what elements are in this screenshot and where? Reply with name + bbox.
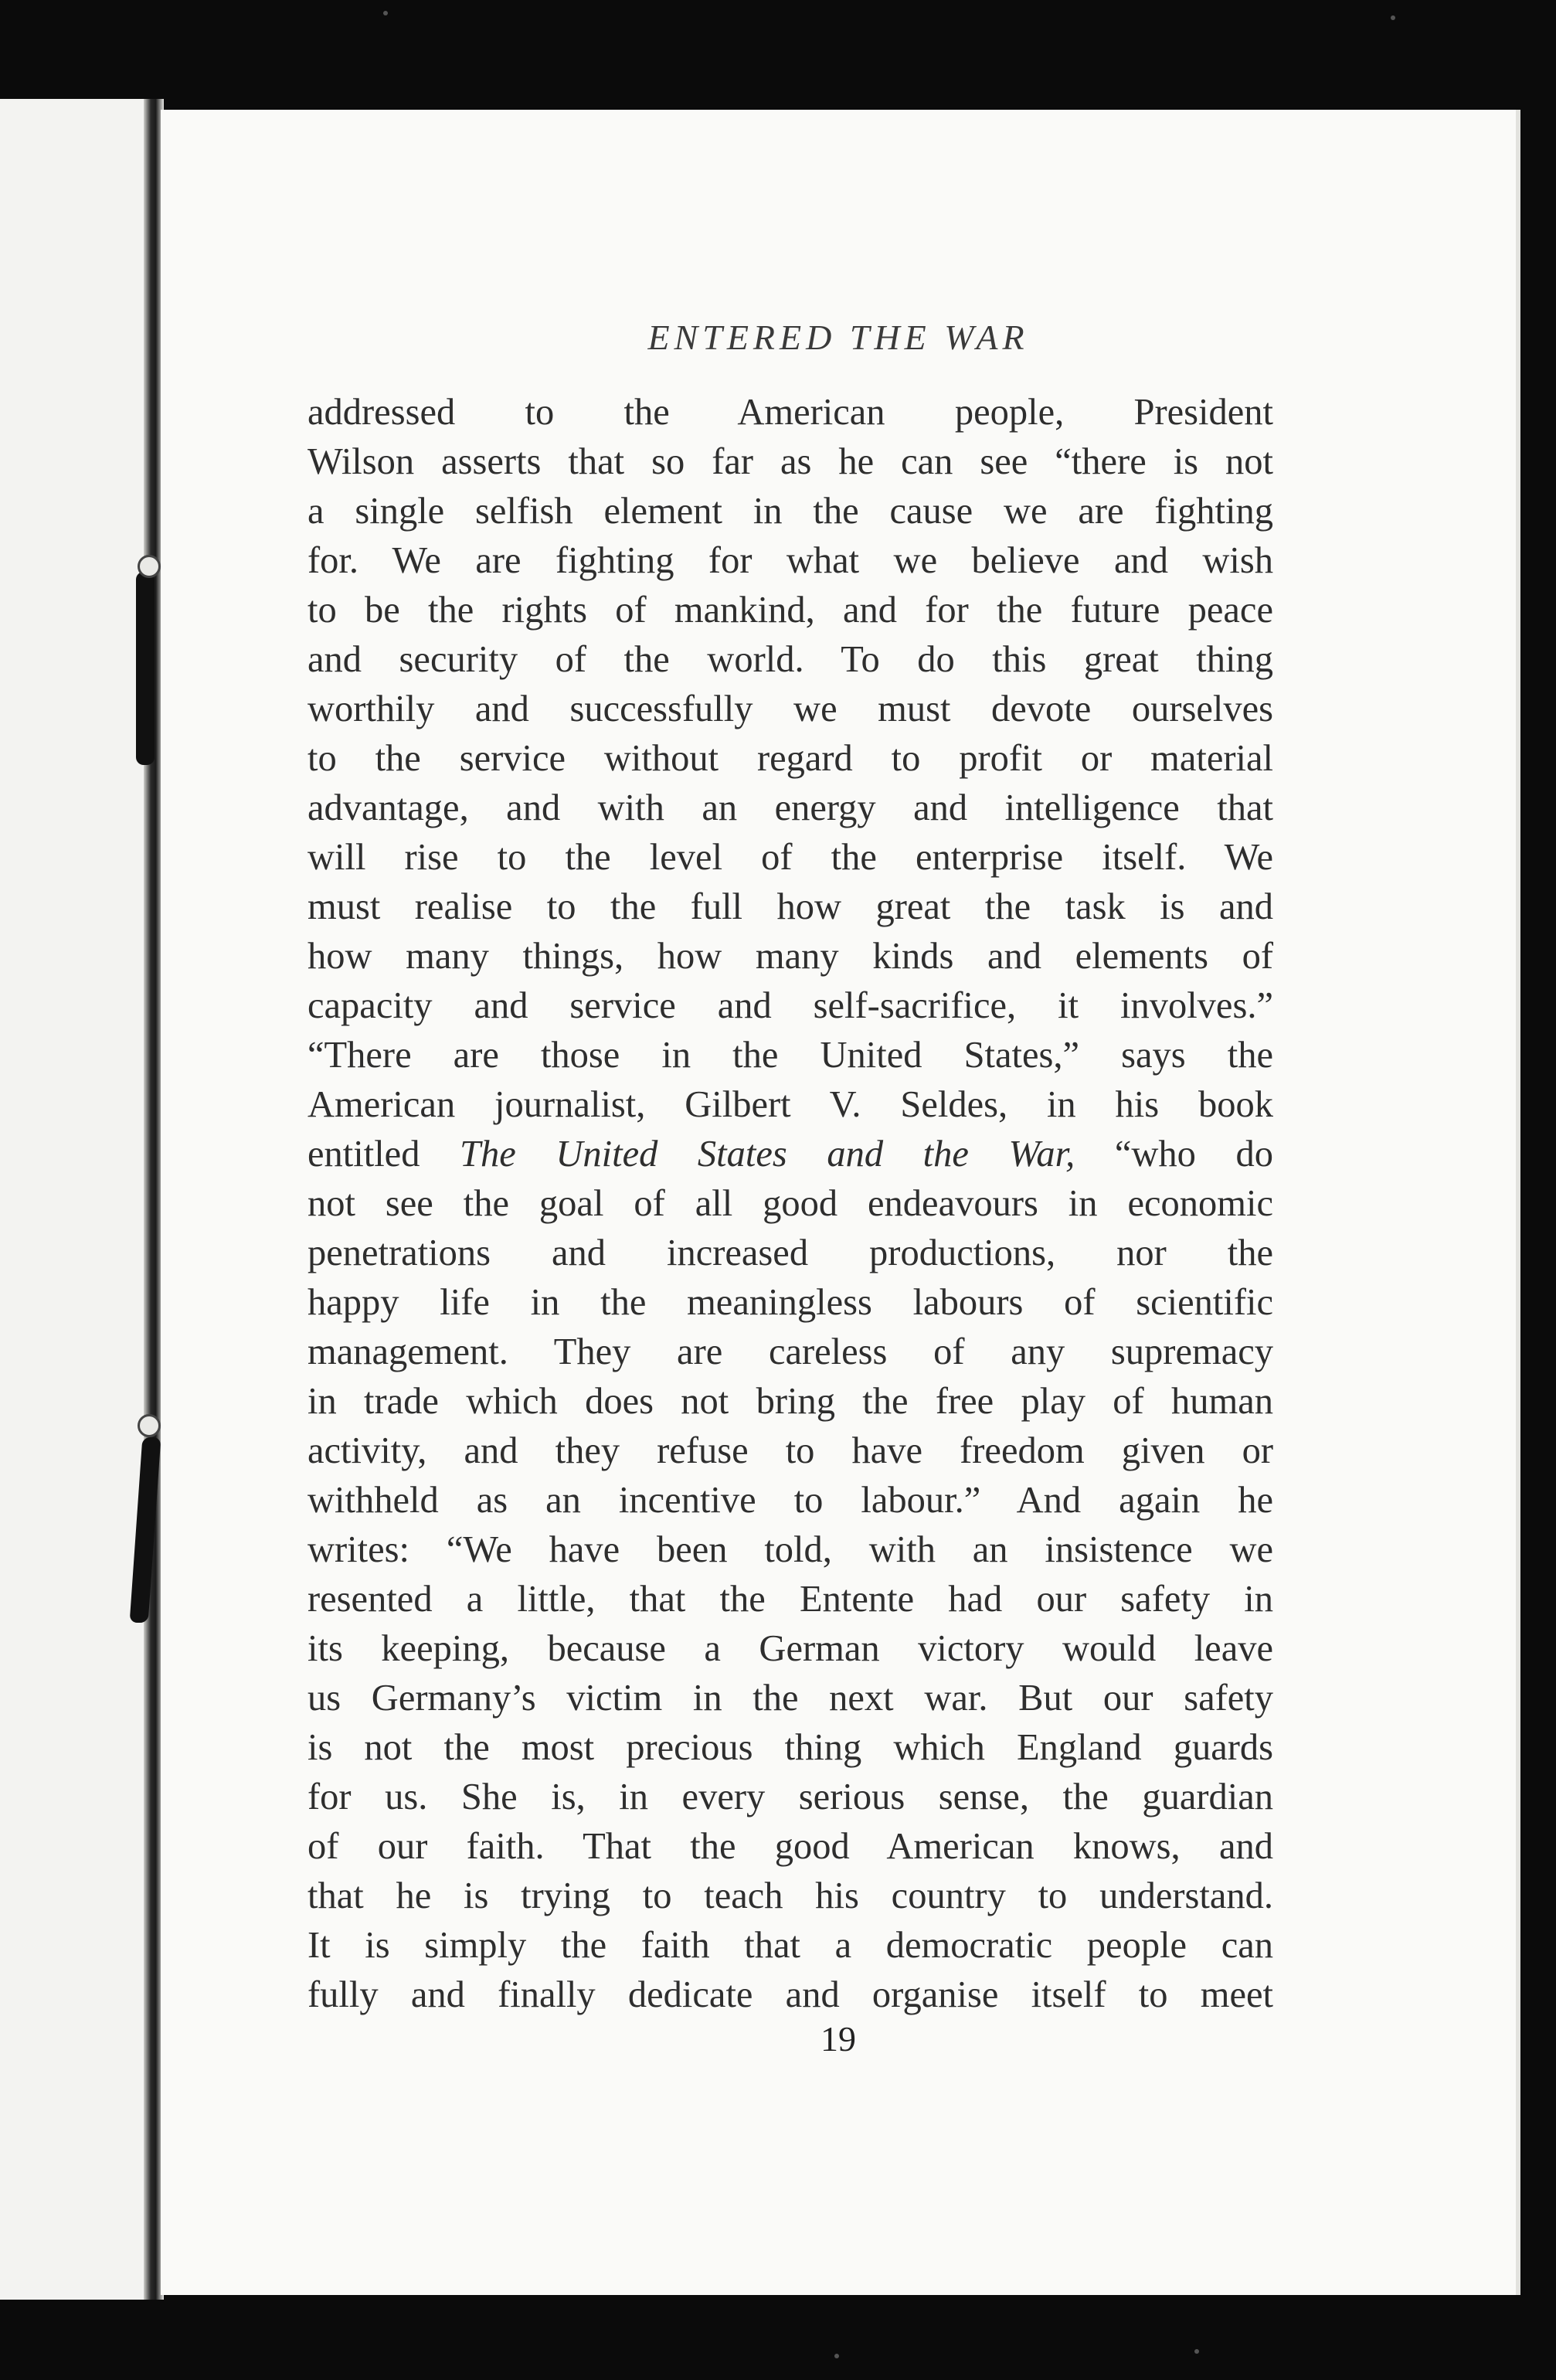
running-head: ENTERED THE WAR xyxy=(647,318,1029,357)
text-line: It is simply the faith that a democratic people can xyxy=(307,1925,1273,1966)
line-text-after-title: “who do xyxy=(1075,1134,1274,1175)
text-line: resented a little, that the Entente had our safety in xyxy=(307,1579,1273,1620)
left-page-edge xyxy=(0,99,146,2300)
dust-speck xyxy=(1194,2349,1199,2354)
text-line: how many things, how many kinds and elements of xyxy=(307,936,1273,977)
text-line: is not the most precious thing which England guards xyxy=(307,1727,1273,1768)
text-line: happy life in the meaningless labours of scientific xyxy=(307,1282,1273,1323)
line-text-before-title: entitled xyxy=(307,1134,460,1175)
book-page xyxy=(161,110,1520,2295)
text-line: withheld as an incentive to labour.” And again he xyxy=(307,1480,1273,1521)
text-line: writes: “We have been told, with an insistence we xyxy=(307,1529,1273,1570)
body-text xyxy=(307,388,1273,2020)
text-line: for us. She is, in every serious sense, the guardian xyxy=(307,1776,1273,1817)
text-line: not see the goal of all good endeavours in economic xyxy=(307,1183,1273,1224)
text-line: its keeping, because a German victory would leave xyxy=(307,1628,1273,1669)
binding-stitch-upper xyxy=(138,555,161,578)
binding-thread-upper xyxy=(136,572,155,765)
text-line: worthily and successfully we must devote ourselves xyxy=(307,688,1273,729)
binding-stitch-lower xyxy=(138,1414,161,1437)
text-line: for. We are fighting for what we believe and wish xyxy=(307,540,1273,581)
text-line: and security of the world. To do this great thing xyxy=(307,639,1273,680)
text-line: fully and finally dedicate and organise itself to meet xyxy=(307,1974,1273,2015)
text-line: will rise to the level of the enterprise itself. We xyxy=(307,837,1273,878)
text-line: American journalist, Gilbert V. Seldes, in his book xyxy=(307,1084,1273,1125)
text-line-with-book-title xyxy=(307,1130,1273,1179)
text-line: us Germany’s victim in the next war. But our safety xyxy=(307,1678,1273,1719)
text-line: a single selfish element in the cause we are fighting xyxy=(307,491,1273,532)
dust-speck xyxy=(1391,15,1395,20)
text-line: capacity and service and self-sacrifice, it involves.” xyxy=(307,985,1273,1026)
text-line: to the service without regard to profit or material xyxy=(307,738,1273,779)
text-line: to be the rights of mankind, and for the future peace xyxy=(307,590,1273,631)
text-line: in trade which does not bring the free play of human xyxy=(307,1381,1273,1422)
text-line: penetrations and increased productions, nor the xyxy=(307,1232,1273,1273)
text-line: of our faith. That the good American knows, and xyxy=(307,1826,1273,1867)
text-line: management. They are careless of any supremacy xyxy=(307,1331,1273,1372)
text-line: must realise to the full how great the task is and xyxy=(307,886,1273,927)
book-title-italic: The United States and the War, xyxy=(460,1134,1075,1175)
text-line: “There are those in the United States,” says the xyxy=(307,1035,1273,1076)
text-line: advantage, and with an energy and intelligence that xyxy=(307,787,1273,828)
dust-speck xyxy=(383,11,388,15)
text-line: Wilson asserts that so far as he can see “there is not xyxy=(307,441,1273,482)
dust-speck xyxy=(834,2354,839,2358)
text-line: addressed to the American people, President xyxy=(307,392,1273,433)
text-line: activity, and they refuse to have freedom given or xyxy=(307,1430,1273,1471)
text-line: that he is trying to teach his country to understand. xyxy=(307,1875,1273,1916)
page-number: 19 xyxy=(820,2019,856,2059)
